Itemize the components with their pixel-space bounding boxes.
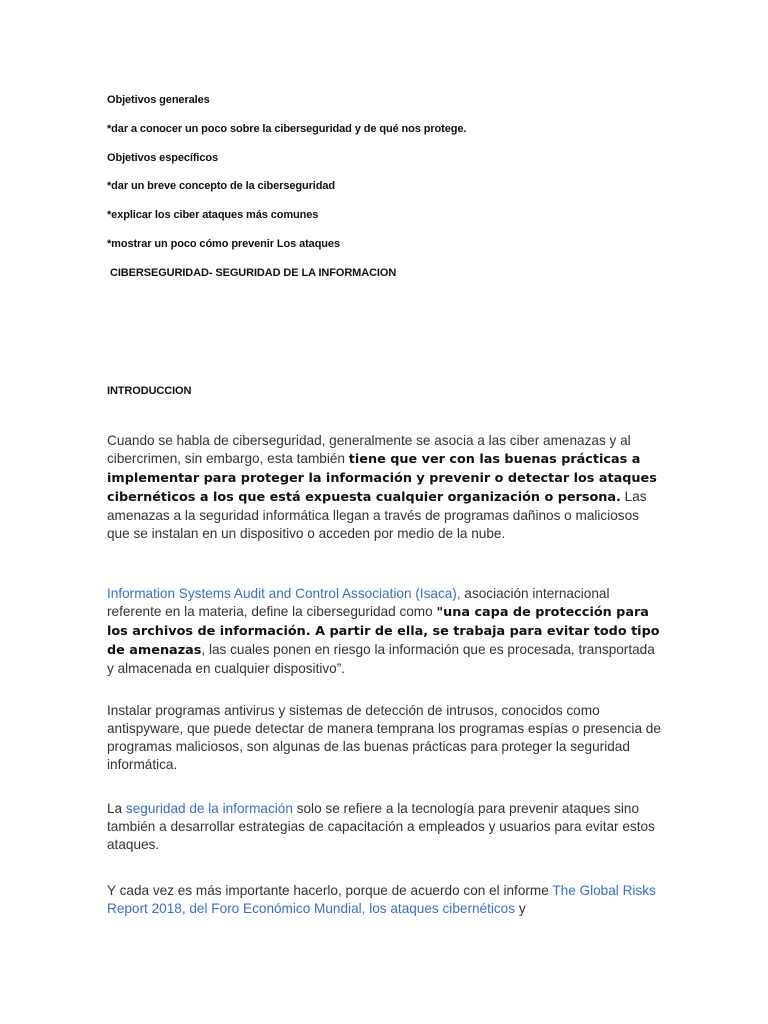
intro-paragraph-3 bbox=[107, 702, 663, 774]
general-objectives-heading: Objetivos generales bbox=[107, 94, 210, 106]
paragraph-text: asociación internacional referente en la materia, define la ciberseguridad como bbox=[107, 586, 610, 619]
paragraph-text: La bbox=[107, 801, 126, 816]
paragraph-text: Instalar programas antivirus y sistemas de detección de intrusos, conocidos como antispyware, que puede detectar de manera temprana los programas espías o presencia de programas maliciosos, son algunas de las buenas prácticas para proteger la seguridad informática. bbox=[107, 703, 661, 772]
bold-emphasis: tiene que ver con las buenas prácticas a implementar para proteger la información y prevenir o detectar los ataques cibernéticos a los que está expuesta cualquier organización o persona. bbox=[107, 452, 657, 505]
paragraph-text: Y cada vez es más importante hacerlo, porque de acuerdo con el informe bbox=[107, 883, 553, 898]
intro-paragraph-2 bbox=[107, 585, 663, 678]
bold-quote: "una capa de protección para los archivos de información. A partir de ella, se trabaja para evitar todo tipo de amenazas bbox=[107, 605, 660, 658]
intro-paragraph-4 bbox=[107, 800, 663, 854]
paragraph-text: solo se refiere a la tecnología para prevenir ataques sino también a desarrollar estrategias de capacitación a empleados y usuarios para evitar estos ataques. bbox=[107, 801, 655, 852]
intro-paragraph-5 bbox=[107, 882, 663, 918]
section-title: CIBERSEGURIDAD- SEGURIDAD DE LA INFORMACION bbox=[110, 267, 397, 279]
specific-objective-item: *explicar los ciber ataques más comunes bbox=[107, 209, 319, 221]
intro-paragraph-1 bbox=[107, 432, 663, 543]
specific-objective-item: *mostrar un poco cómo prevenir Los ataques bbox=[107, 238, 340, 250]
specific-objectives-heading: Objetivos específicos bbox=[107, 152, 218, 164]
specific-objective-item: *dar un breve concepto de la ciberseguridad bbox=[107, 180, 335, 192]
general-objective-item: *dar a conocer un poco sobre la ciberseguridad y de qué nos protege. bbox=[107, 123, 467, 135]
global-risks-report-link[interactable]: The Global Risks Report 2018, del Foro Económico Mundial, los ataques cibernéticos bbox=[107, 883, 656, 916]
isaca-link[interactable]: Information Systems Audit and Control Association (Isaca), bbox=[107, 586, 461, 601]
introduction-heading: INTRODUCCION bbox=[107, 385, 192, 397]
paragraph-text: , las cuales ponen en riesgo la información que es procesada, transportada y almacenada en cualquier dispositivo”. bbox=[107, 642, 655, 676]
paragraph-text: y bbox=[515, 901, 526, 916]
information-security-link[interactable]: seguridad de la información bbox=[125, 801, 293, 816]
paragraph-text: Las amenazas a la seguridad informática llegan a través de programas dañinos o maliciosos que se instalan en un dispositivo o acceden por medio de la nube. bbox=[107, 489, 647, 541]
paragraph-text: Cuando se habla de ciberseguridad, generalmente se asocia a las ciber amenazas y al cibercrimen, sin embargo, esta también bbox=[107, 433, 631, 466]
